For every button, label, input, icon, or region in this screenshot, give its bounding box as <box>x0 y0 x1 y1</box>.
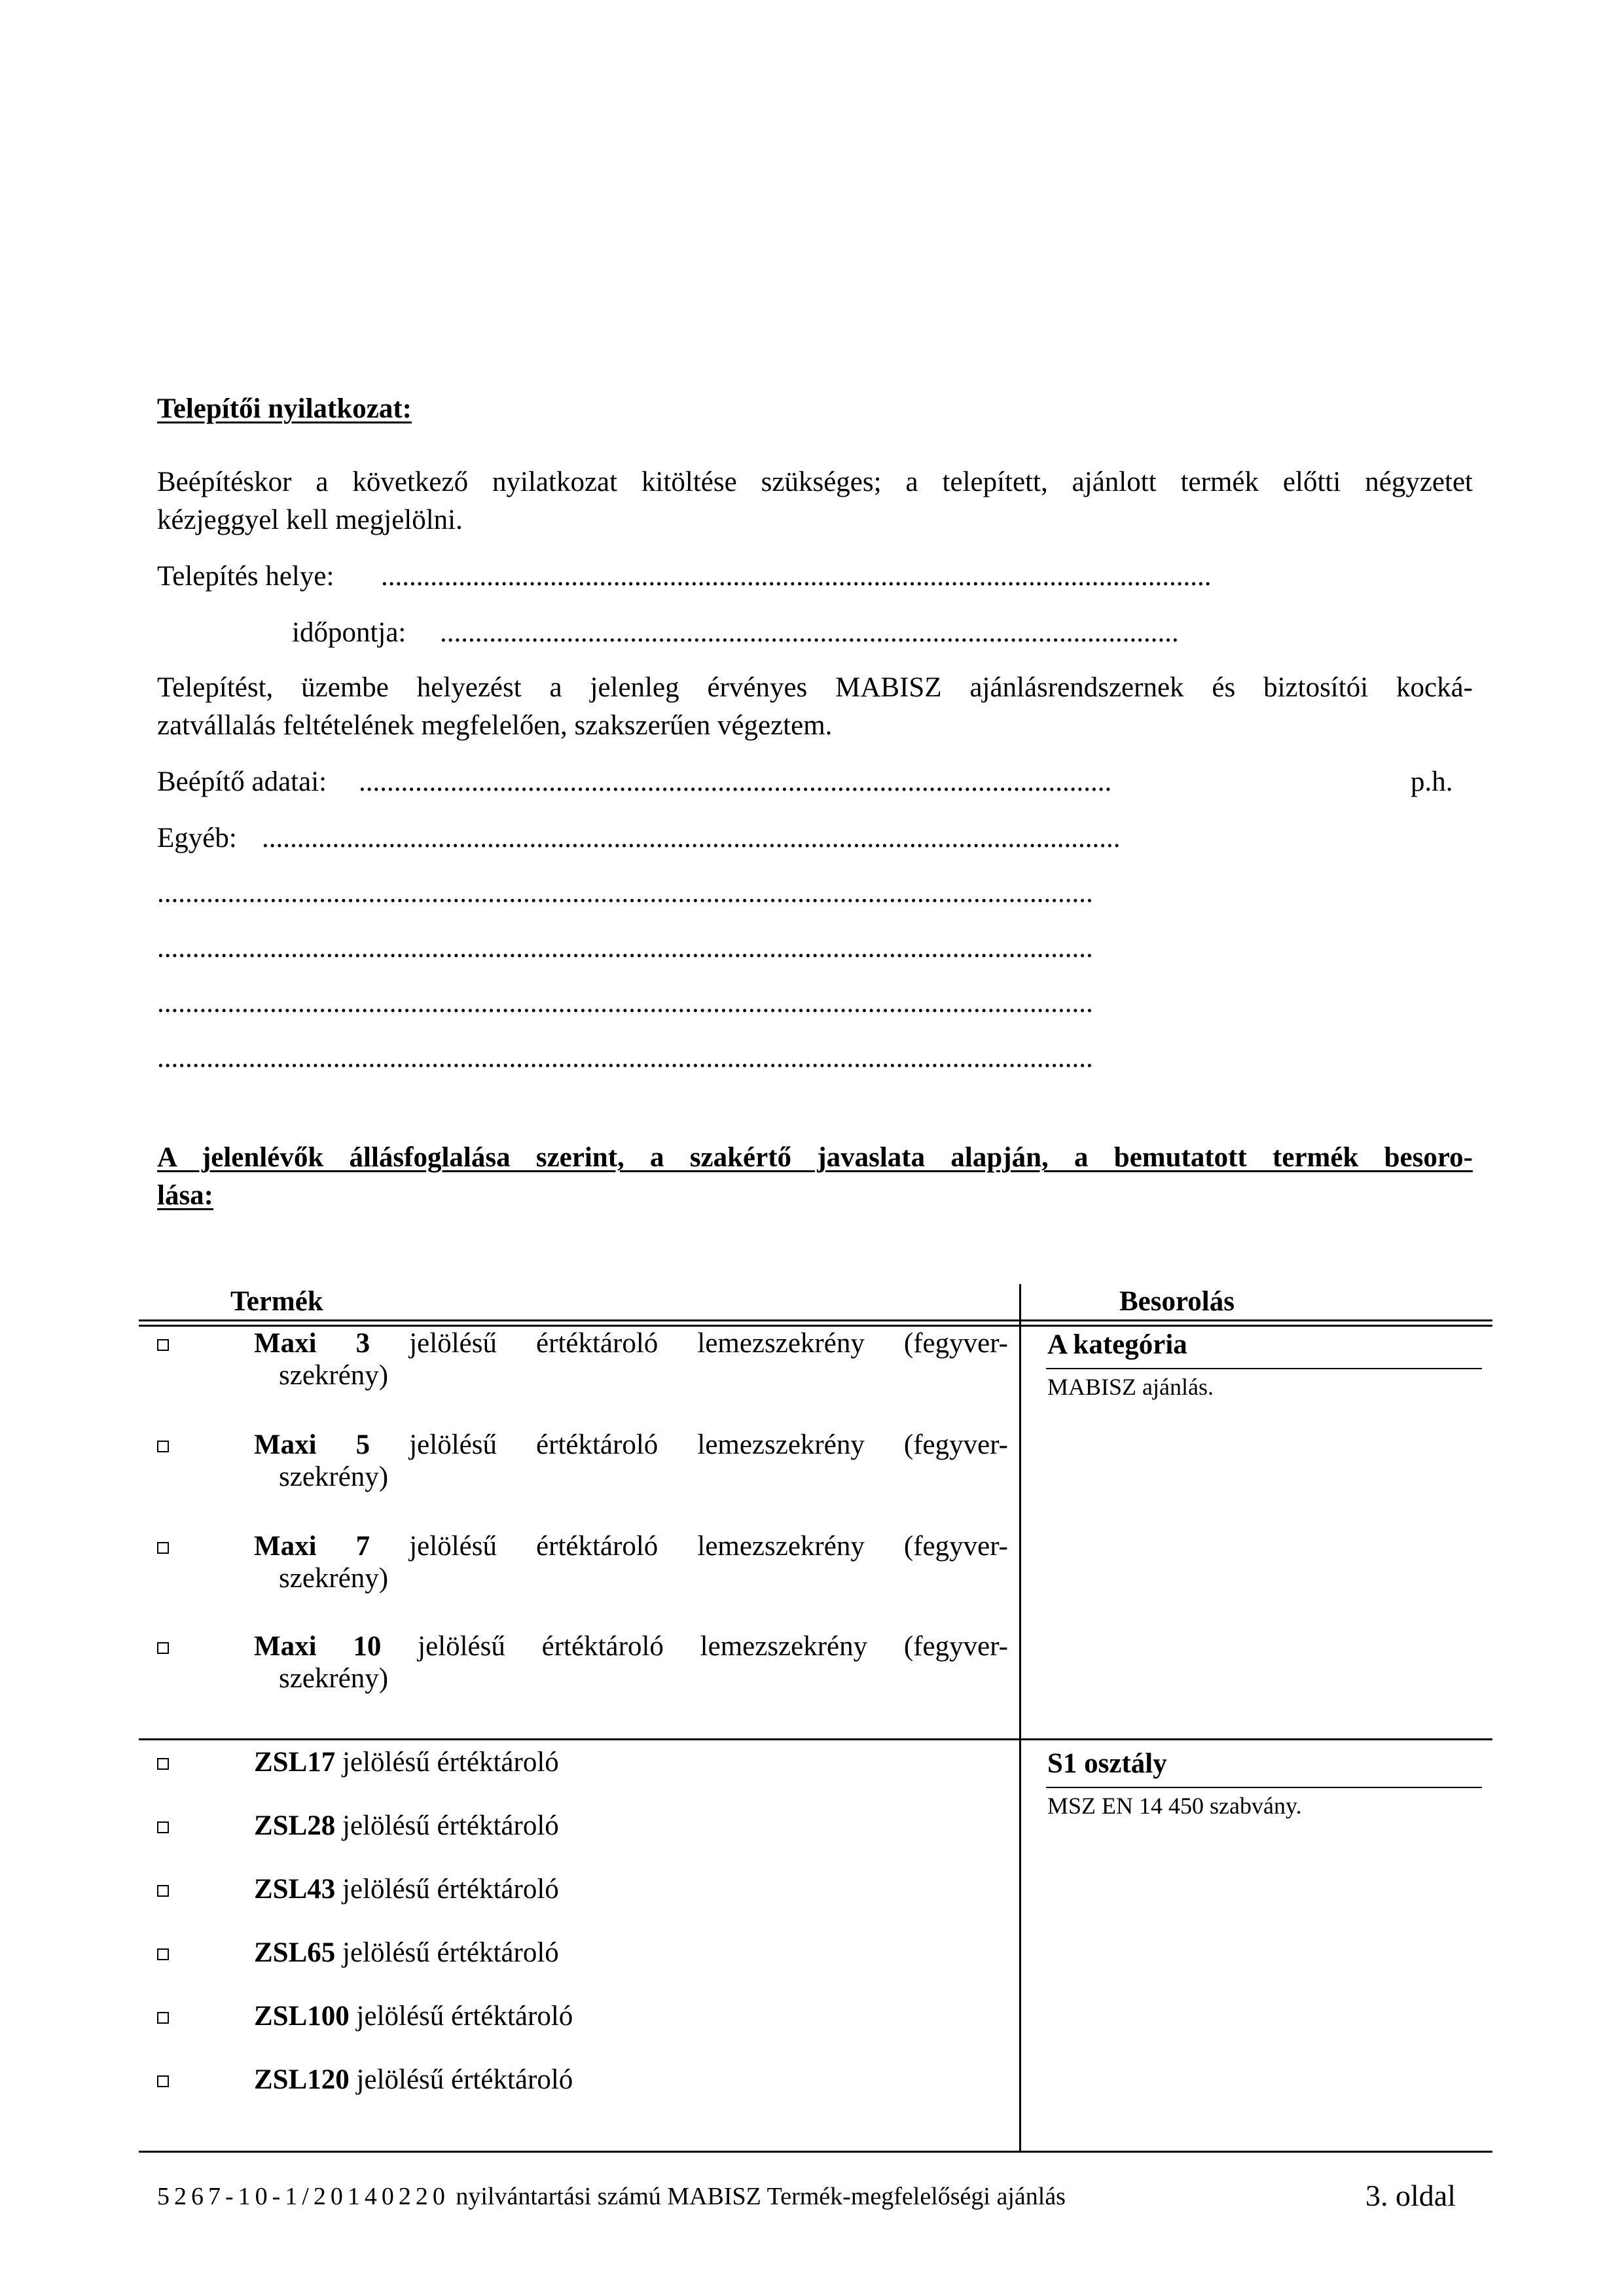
installer-data-field[interactable]: ........................................................................................................... <box>359 766 1112 797</box>
blank-line[interactable]: ..................................................................................................................................... <box>157 878 1093 908</box>
other-field[interactable]: .......................................................................................................................... <box>262 823 1121 853</box>
group-separator <box>139 1738 1492 1740</box>
class-note-s1: MSZ EN 14 450 szabvány. <box>1047 1793 1302 1819</box>
footer-reference <box>157 2182 1066 2211</box>
product-item: ZSL28 jelölésű értéktároló <box>254 1810 559 1841</box>
checkbox[interactable] <box>157 2012 169 2024</box>
blank-line[interactable]: ..................................................................................................................................... <box>157 933 1093 963</box>
installation-date-field[interactable]: ......................................................................................................... <box>440 617 1179 648</box>
product-item: ZSL100 jelölésű értéktároló <box>254 2001 573 2032</box>
class-title-rule <box>1046 1787 1482 1788</box>
class-title-rule <box>1046 1368 1482 1369</box>
intro-text-line2: kézjeggyel kell megjelölni. <box>157 505 463 535</box>
column-header-classification: Besorolás <box>1119 1286 1235 1317</box>
header-rule <box>139 1325 1492 1327</box>
product-item: ZSL120 jelölésű értéktároló <box>254 2064 573 2095</box>
class-title-a: A kategória <box>1047 1329 1187 1360</box>
table-column-divider <box>1019 1284 1021 2152</box>
product-item: Maxi 7 jelölésű értéktároló lemezszekrény (fegyver- szekrény) <box>254 1531 1008 1594</box>
checkbox[interactable] <box>157 1821 169 1833</box>
table-bottom-rule <box>139 2151 1492 2153</box>
checkbox[interactable] <box>157 1339 169 1351</box>
checkbox[interactable] <box>157 1642 169 1654</box>
stamp-label: p.h. <box>1411 766 1453 797</box>
checkbox[interactable] <box>157 1885 169 1897</box>
footer-code: 5267-10-1/20140220 <box>157 2183 450 2210</box>
checkbox[interactable] <box>157 1542 169 1554</box>
installation-place-label: Telepítés helye: <box>157 561 334 592</box>
installation-place-field[interactable]: ...................................................................................................................... <box>381 561 1212 592</box>
checkbox[interactable] <box>157 2075 169 2087</box>
installer-data-label: Beépítő adatai: <box>157 766 327 797</box>
product-item: Maxi 5 jelölésű értéktároló lemezszekrény (fegyver- szekrény) <box>254 1429 1008 1492</box>
statement-line2: zatvállalás feltételének megfelelően, szakszerűen végeztem. <box>157 710 833 741</box>
footer-text: nyilvántartási számú MABISZ Termék-megfelelőségi ajánlás <box>456 2183 1066 2210</box>
product-item: ZSL17 jelölésű értéktároló <box>254 1747 559 1778</box>
product-item: ZSL43 jelölésű értéktároló <box>254 1874 559 1905</box>
class-title-s1: S1 osztály <box>1047 1748 1167 1779</box>
product-item: Maxi 10 jelölésű értéktároló lemezszekrény (fegyver- szekrény) <box>254 1631 1009 1694</box>
installation-date-label: időpontja: <box>292 617 406 648</box>
checkbox[interactable] <box>157 1441 169 1452</box>
column-header-product: Termék <box>230 1286 323 1317</box>
header-rule <box>139 1319 1492 1321</box>
classification-heading-line2: lása: <box>157 1180 213 1211</box>
product-item: ZSL65 jelölésű értéktároló <box>254 1937 559 1968</box>
installer-heading: Telepítői nyilatkozat: <box>157 393 412 424</box>
class-note-a: MABISZ ajánlás. <box>1047 1374 1214 1400</box>
checkbox[interactable] <box>157 1948 169 1960</box>
blank-line[interactable]: ..................................................................................................................................... <box>157 988 1093 1018</box>
checkbox[interactable] <box>157 1758 169 1770</box>
product-item: Maxi 3 jelölésű értéktároló lemezszekrény (fegyver- szekrény) <box>254 1328 1008 1391</box>
page-number: 3. oldal <box>1365 2179 1456 2212</box>
classification-heading-line1: A jelenlévők állásfoglalása szerint, a szakértő javaslata alapján, a bemutatott termék besoro- <box>157 1142 1473 1173</box>
blank-line[interactable]: ..................................................................................................................................... <box>157 1043 1093 1073</box>
intro-text-line1: Beépítéskor a következő nyilatkozat kitöltése szükséges; a telepített, ajánlott termék előtti négyzetet <box>157 467 1473 497</box>
other-label: Egyéb: <box>157 823 237 853</box>
statement-line1: Telepítést, üzembe helyezést a jelenleg érvényes MABISZ ajánlásrendszernek és biztosítói kocká- <box>157 672 1473 703</box>
